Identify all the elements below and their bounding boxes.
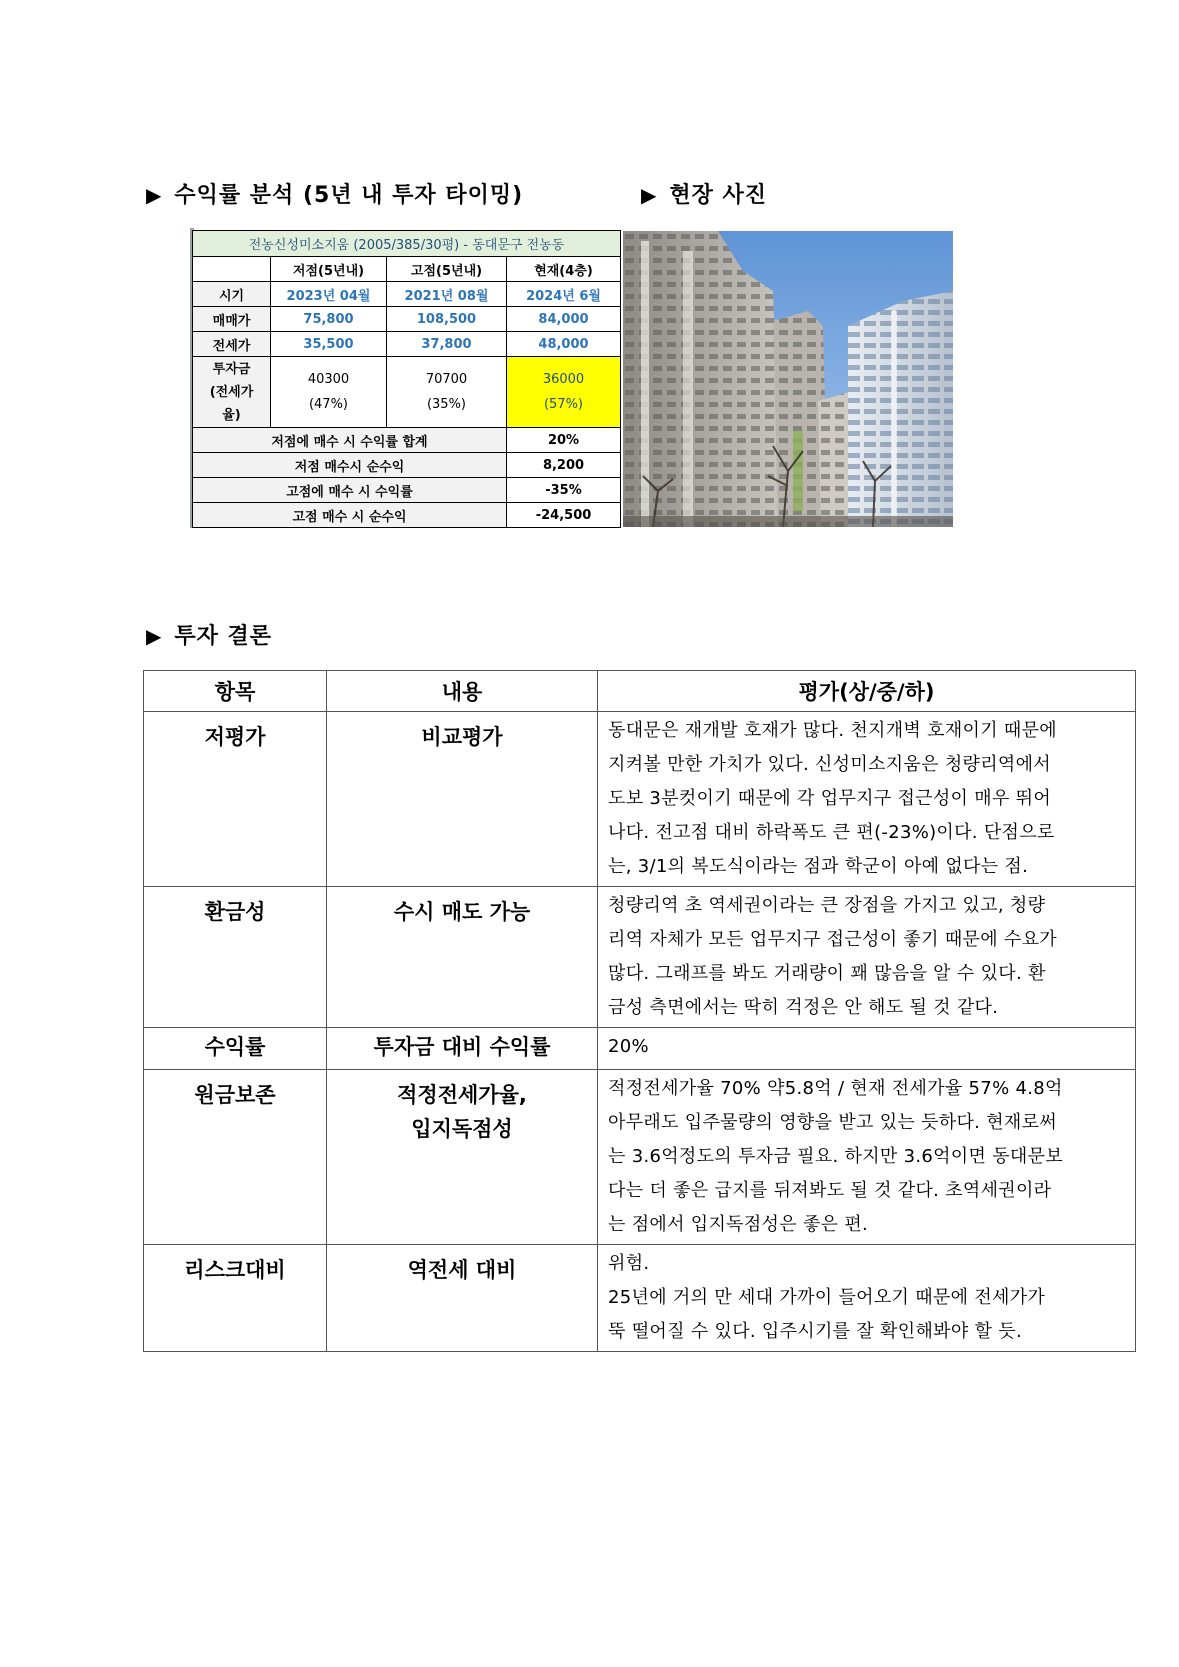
eval-line: 청량리역 초 역세권이라는 큰 장점을 가지고 있고, 청량 [608,895,1046,916]
summary-value: 8,200 [507,453,621,478]
conclusion-heading [146,619,272,650]
content-line: 투자금 대비 수익률 [373,1035,551,1059]
period-low: 2023년 04월 [271,282,387,307]
table-row [144,887,1136,1028]
row-item: 원금보존 [144,1070,327,1245]
content-line: 적정전세가율, [397,1083,527,1107]
summary-value: -24,500 [507,503,621,528]
investment-label-line: 투자금 [212,361,251,377]
column-header: 저점(5년내) [271,257,387,282]
profit-analysis-table [192,230,621,528]
row-evaluation [598,1028,1136,1070]
table-title: 전농신성미소지움 (2005/385/30평) - 동대문구 전농동 [193,231,621,257]
row-evaluation [598,1070,1136,1245]
investment-label-line: (전세가 [209,384,254,400]
bullet-triangle-icon: ▶ [146,183,163,207]
site-photo [623,231,953,527]
column-header: 현재(4층) [507,257,621,282]
content-line: 수시 매도 가능 [393,900,531,924]
table-header-row [144,671,1136,712]
eval-line: 아무래도 입주물량의 영향을 받고 있는 듯하다. 현재로써 [608,1112,1057,1133]
table-row [144,1028,1136,1070]
table-row [144,1245,1136,1352]
column-header: 고점(5년내) [387,257,507,282]
header-content: 내용 [327,671,598,712]
row-evaluation [598,887,1136,1028]
row-item: 저평가 [144,712,327,887]
jeonse-current: 48,000 [507,332,621,357]
jeonse-low: 35,500 [271,332,387,357]
header-evaluation: 평가(상/중/하) [598,671,1136,712]
row-label-jeonse: 전세가 [193,332,271,357]
period-current: 2024년 6월 [507,282,621,307]
eval-line: 25년에 거의 만 세대 가까이 들어오기 때문에 전세가가 [608,1287,1046,1308]
bullet-triangle-icon: ▶ [641,183,658,207]
row-item: 리스크대비 [144,1245,327,1352]
analysis-heading [146,178,523,209]
investment-ratio: (35%) [426,397,467,412]
investment-current [507,357,621,428]
investment-amount: 36000 [542,372,585,387]
photo-heading-text: 현장 사진 [669,183,768,208]
eval-line: 리역 자체가 모든 업무지구 접근성이 좋기 때문에 수요가 [608,929,1057,950]
photo-heading [641,178,767,209]
row-evaluation [598,1245,1136,1352]
apartment-photo-image [623,231,953,527]
sale-current: 84,000 [507,307,621,332]
investment-high [387,357,507,428]
bullet-triangle-icon: ▶ [146,624,163,648]
content-line: 역전세 대비 [407,1258,517,1282]
eval-line: 다는 더 좋은 급지를 뒤져봐도 될 것 같다. 초역세권이라 [608,1180,1052,1201]
row-label-investment [193,357,271,428]
table-row [144,1070,1136,1245]
corner-cell [193,257,271,282]
eval-line: 동대문은 재개발 호재가 많다. 천지개벽 호재이기 때문에 [608,720,1057,741]
row-content [327,1070,598,1245]
eval-line: 20% [608,1036,649,1057]
eval-line: 도보 3분컷이기 때문에 각 업무지구 접근성이 매우 뛰어 [608,788,1052,809]
row-content [327,712,598,887]
row-content [327,1028,598,1070]
eval-line: 나다. 전고점 대비 하락폭도 큰 편(-23%)이다. 단점으로 [608,822,1055,843]
investment-conclusion-table [143,670,1136,1352]
content-line: 비교평가 [421,725,503,749]
investment-ratio: (57%) [543,397,584,412]
eval-line: 위험. [608,1253,650,1274]
row-evaluation [598,712,1136,887]
eval-line: 지켜볼 만한 가치가 있다. 신성미소지움은 청량리역에서 [608,754,1051,775]
summary-label: 고점 매수 시 순수익 [193,503,507,528]
row-content [327,887,598,1028]
table-row [144,712,1136,887]
jeonse-high: 37,800 [387,332,507,357]
sale-low: 75,800 [271,307,387,332]
investment-low [271,357,387,428]
row-item: 환금성 [144,887,327,1028]
investment-label-line: 율) [222,407,241,423]
sale-high: 108,500 [387,307,507,332]
eval-line: 뚝 떨어질 수 있다. 입주시기를 잘 확인해봐야 할 듯. [608,1321,1022,1342]
content-line: 입지독점성 [411,1117,513,1141]
eval-line: 많다. 그래프를 봐도 거래량이 꽤 많음을 알 수 있다. 환 [608,963,1046,984]
eval-line: 는, 3/1의 복도식이라는 점과 학군이 아예 없다는 점. [608,856,1029,877]
row-label-sale: 매매가 [193,307,271,332]
investment-amount: 70700 [425,372,468,387]
eval-line: 는 3.6억정도의 투자금 필요. 하지만 3.6억이면 동대문보 [608,1146,1063,1167]
row-label-period: 시기 [193,282,271,307]
summary-value: 20% [507,428,621,453]
summary-label: 저점 매수시 순수익 [193,453,507,478]
summary-value: -35% [507,478,621,503]
period-high: 2021년 08월 [387,282,507,307]
row-content [327,1245,598,1352]
eval-line: 금성 측면에서는 딱히 걱정은 안 해도 될 것 같다. [608,997,999,1018]
eval-line: 적정전세가율 70% 약5.8억 / 현재 전세가율 57% 4.8억 [608,1078,1063,1099]
header-item: 항목 [144,671,327,712]
summary-label: 저점에 매수 시 수익률 합계 [193,428,507,453]
row-item: 수익률 [144,1028,327,1070]
conclusion-heading-text: 투자 결론 [174,624,273,649]
eval-line: 는 점에서 입지독점성은 좋은 편. [608,1214,869,1235]
analysis-heading-text: 수익률 분석 (5년 내 투자 타이밍) [174,183,524,208]
investment-amount: 40300 [307,372,350,387]
summary-label: 고점에 매수 시 수익률 [193,478,507,503]
investment-ratio: (47%) [308,397,349,412]
